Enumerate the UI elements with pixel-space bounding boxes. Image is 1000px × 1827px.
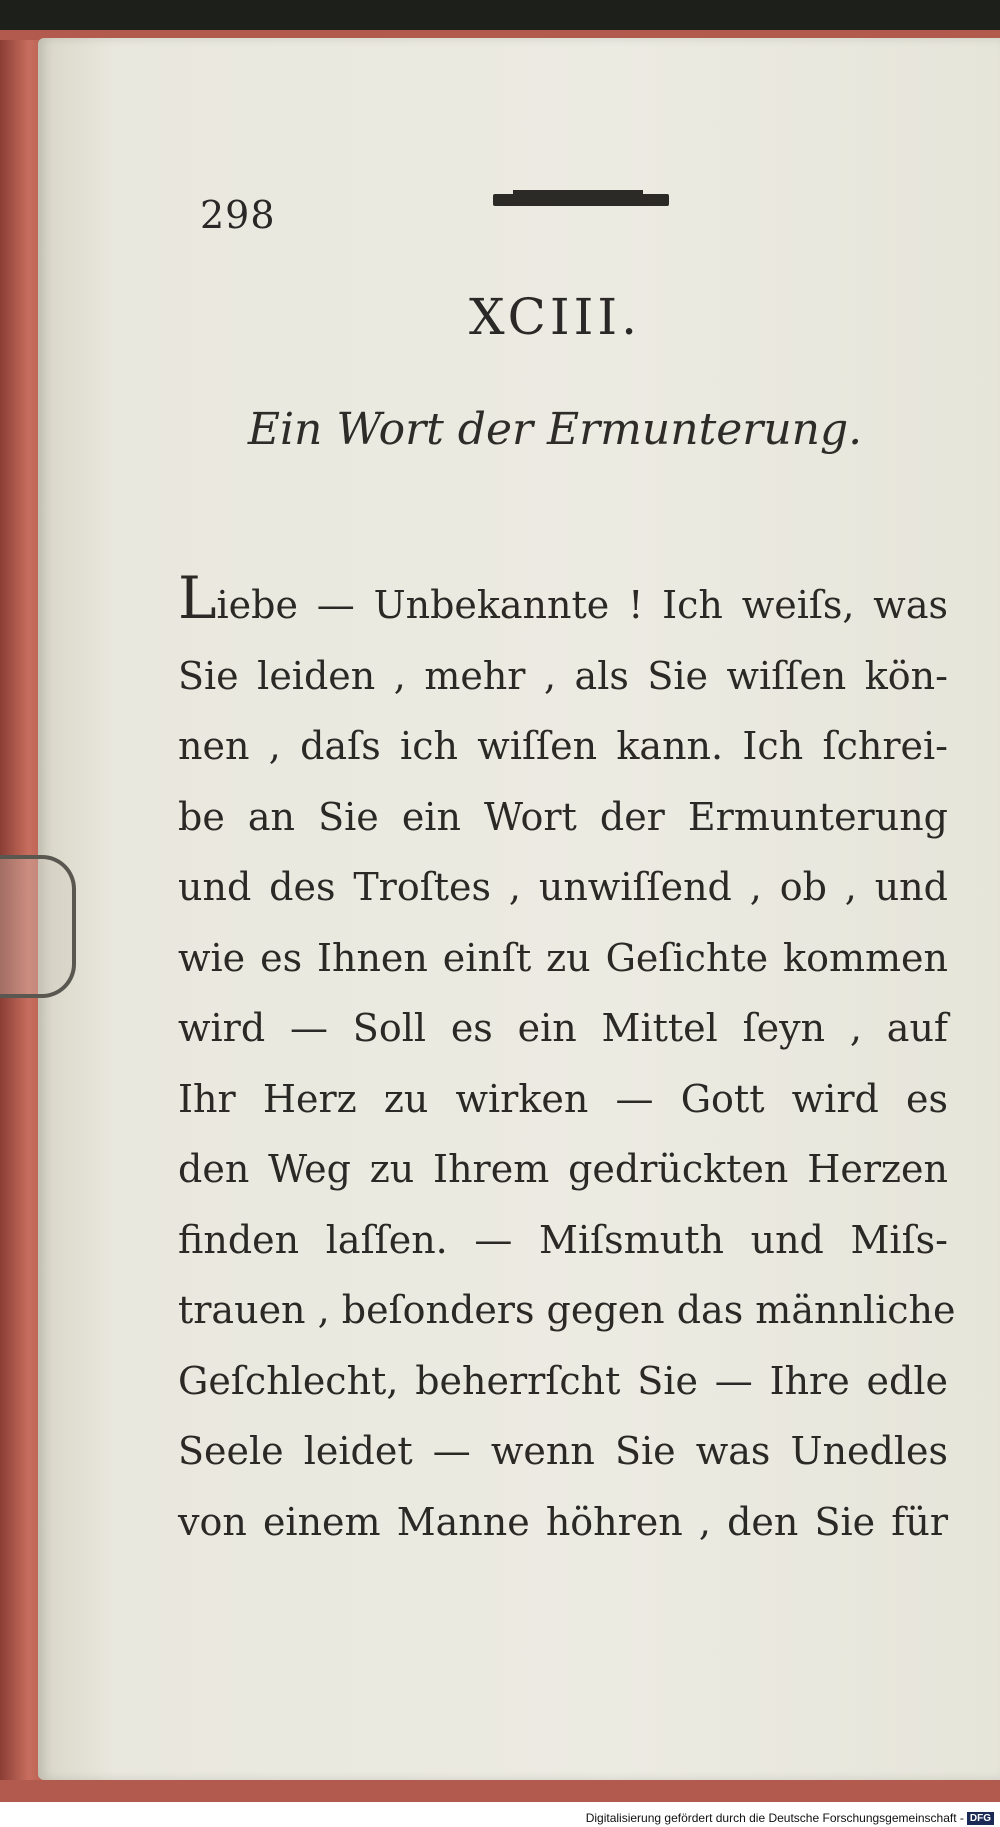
text-line: von einem Manne höhren , den Sie für [178,1499,948,1544]
text-line: Seele leidet — wenn Sie was Unedles [178,1429,948,1473]
text-line: nen , daſs ich wiſſen kann. Ich ſchrei- [178,724,948,768]
body-text [178,564,956,1557]
text-line: Ihr Herz zu wirken — Gott wird es [178,1076,948,1121]
text-line: wie es Ihnen einſt zu Geſichte kommen [178,935,948,980]
text-line: Liebe — Unbekannte ! Ich weiſs, was [178,564,948,632]
text-line: finden laſſen. — Miſsmuth und Miſs- [178,1217,948,1262]
chapter-title: Ein Wort der Ermunterung. [247,404,863,455]
drop-initial: L [178,564,217,632]
text-line: und des Troſtes , unwiſſend , ob , und [178,865,948,909]
page-clip [0,855,76,998]
text-line: be an Sie ein Wort der Ermunterung [178,794,948,839]
dfg-logo: DFG [967,1812,994,1825]
digitization-credit [586,1811,994,1825]
page-number: 298 [200,193,276,237]
credit-text: Digitalisierung gefördert durch die Deutsche Forschungsgemeinschaft - [585,1810,964,1825]
text-line: wird — Soll es ein Mittel ſeyn , auf [178,1006,948,1050]
chapter-number: XCIII. [468,288,642,346]
text-line: Geſchlecht, beherrſcht Sie — Ihre edle [178,1358,948,1403]
ornament-bar [493,194,669,206]
text-line: den Weg zu Ihrem gedrückten Herzen [178,1147,948,1191]
header-ornament [493,190,669,210]
text-line: Sie leiden , mehr , als Sie wiſſen kön- [178,653,948,698]
text-line: trauen , beſonders gegen das männliche [178,1288,956,1332]
